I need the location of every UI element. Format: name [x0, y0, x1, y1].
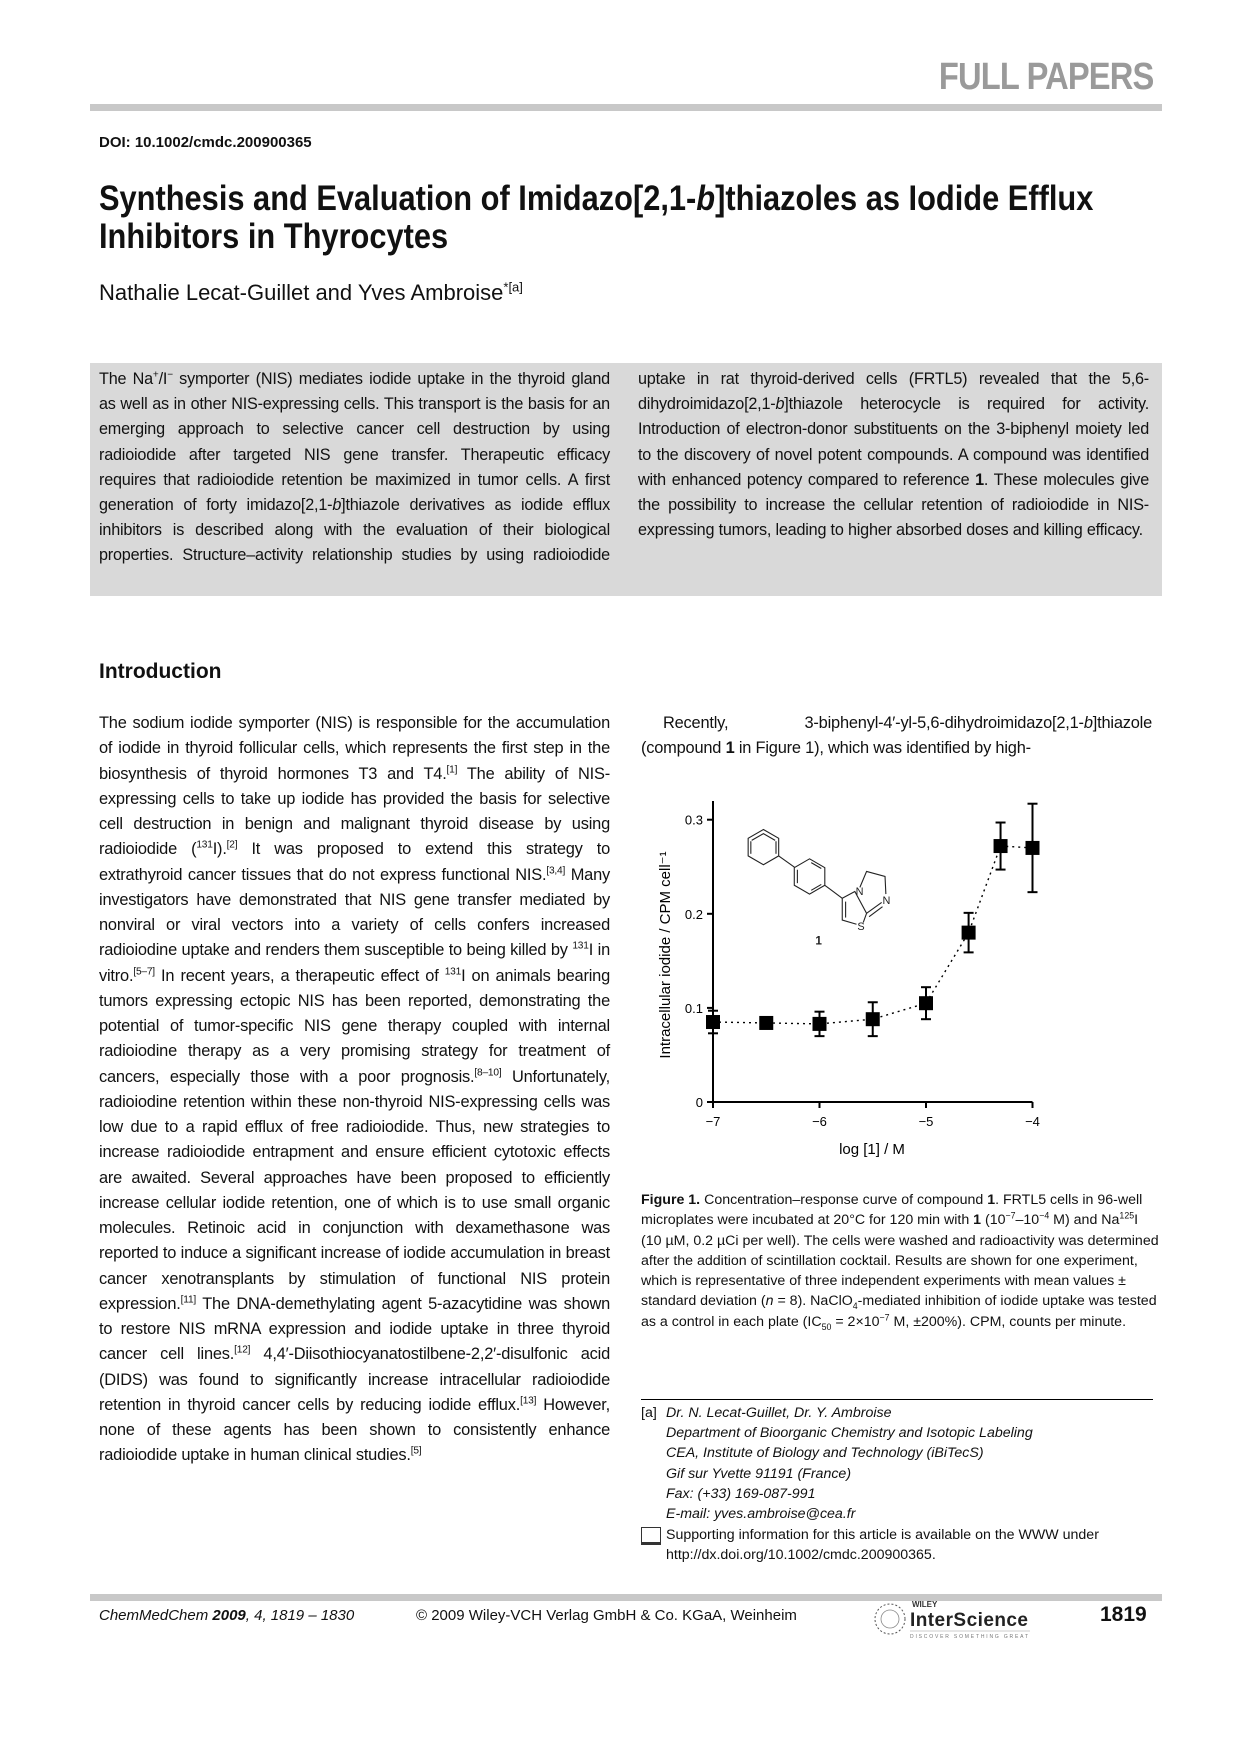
subscript: 50	[821, 1321, 832, 1332]
text-run: 4,4′-Diisothiocyanatostilbene-2,2′-disulfonic acid (DIDS) was found to significantly increase intracellular radioiodide retention in thyroid cancer cells by reducing iodide efflux.	[99, 1345, 610, 1414]
section-label: FULL PAPERS	[938, 56, 1153, 98]
footnote-line: CEA, Institute of Biology and Technology (iBiTecS)	[666, 1445, 984, 1462]
footnote-tag: [a]	[641, 1405, 657, 1421]
footnote-rule	[641, 1399, 1153, 1400]
text-run: ]thiazole derivatives as iodide efflux inhibitors is described along with the evaluation of their biological properties. Structure–activity relationship studies by using radioiodide uptake in rat thyroid-derived cells (FRTL5) revealed that the 5,6-dihydroimidazo[2,1-	[99, 370, 1149, 565]
text-run: M, ±200%). CPM, counts per minute.	[889, 1313, 1127, 1330]
text-run: M) and Na	[1049, 1212, 1120, 1229]
logo-wiley: WILEY	[912, 1600, 938, 1609]
text-run: Unfortunately, radioiodine retention within these non-thyroid NIS-expressing cells was low due to a rapid efflux of free radioiodide. Thus, new strategies to increase radioiodide entrapment and ensure efficient cytotoxic effects are awaited. Several approaches have been proposed to efficiently increase cellular iodide retention, one of which is to use small organic molecules. Retinoic acid in conjunction with dexamethasone was reported to induce a significant increase of iodide accumulation in breast cancer xenotransplants by stimulation of functional NIS protein expression.	[99, 1067, 610, 1313]
journal-year: 2009	[212, 1607, 246, 1624]
abstract-box	[90, 363, 1162, 596]
affiliation-footnote	[641, 1403, 1161, 1524]
x-tick-label: −6	[812, 1114, 827, 1129]
text-run: symporter (NIS) mediates iodide uptake in the thyroid gland as well as in other NIS-expressing cells. This transport is the basis for an emerging approach to selective cancer cell destruction by using radioiodide after targeted NIS gene transfer. Therapeutic efficacy requires that radioiodide retention be maximized in tumor cells. A first generation of forty imidazo[2,1-	[99, 370, 610, 515]
superscript: 131	[444, 966, 462, 978]
text-run: = 2×10	[831, 1313, 880, 1330]
text-run: . These molecules give the possibility to increase the cellular retention of radioiodide in NIS-expressing tumors, leading to higher absorbed doses and killing efficacy.	[638, 470, 1150, 540]
text-run: ]thiazoles as Iodide Efflux Inhibitors in Thyrocytes	[99, 179, 1094, 256]
data-point	[813, 1017, 827, 1031]
data-point	[759, 1016, 773, 1030]
interscience-logo	[872, 1597, 1042, 1641]
bold-run: 1	[975, 470, 984, 489]
superscript: [5–7]	[133, 966, 155, 978]
y-tick-label: 0.1	[684, 1000, 703, 1016]
data-point	[994, 839, 1008, 853]
x-axis-label: log [1] / M	[839, 1141, 905, 1158]
logo-tagline: DISCOVER SOMETHING GREAT	[910, 1634, 1028, 1640]
text-run: It was proposed to extend this strategy to extrathyroid cancer tissues that do not express functional NIS.	[99, 840, 611, 884]
text-run: in Figure 1), which was identified by high-	[734, 739, 1031, 758]
footnote-line	[641, 1403, 1161, 1423]
text-run: The DNA-demethylating agent 5-azacytidine was shown to restore NIS mRNA expression and iodide uptake in three thyroid cancer cell lines.	[99, 1294, 610, 1364]
text-run: I).	[212, 840, 227, 859]
doi: DOI: 10.1002/cmdc.200900365	[99, 134, 312, 151]
authors	[99, 280, 523, 306]
body-paragraph	[641, 711, 1152, 762]
data-point	[919, 996, 933, 1010]
figure-caption	[641, 1190, 1161, 1332]
compound-structure	[748, 829, 890, 947]
copyright: © 2009 Wiley-VCH Verlag GmbH & Co. KGaA, Weinheim	[416, 1607, 797, 1624]
superscript: [2]	[226, 839, 238, 851]
page-number: 1819	[1100, 1603, 1147, 1626]
text-run: Concentration–response curve of compound	[700, 1192, 988, 1208]
italic-run: b	[1083, 714, 1093, 732]
superscript: 131	[196, 839, 213, 851]
journal-name: ChemMedChem	[99, 1607, 209, 1624]
italic-run: n	[765, 1293, 774, 1310]
superscript: −4	[1039, 1210, 1050, 1221]
footnote-email[interactable]: E-mail: yves.ambroise@cea.fr	[666, 1506, 856, 1523]
italic-run: b	[696, 179, 716, 218]
concentration-response-chart	[620, 780, 1240, 1180]
superscript: [1]	[446, 764, 458, 776]
footnote-text: Dr. N. Lecat-Guillet, Dr. Y. Ambroise	[666, 1405, 892, 1421]
y-axis-label: Intracellular iodide / CPM cell⁻¹	[657, 851, 674, 1059]
atom-label: N	[882, 895, 891, 908]
phenyl-ring	[748, 829, 779, 864]
abstract-text	[99, 367, 1149, 569]
y-tick-label: 0.3	[684, 812, 703, 828]
superscript: −7	[1005, 1210, 1016, 1221]
superscript: +	[152, 369, 159, 381]
data-point	[962, 926, 976, 940]
atom-label: S	[857, 921, 865, 934]
superscript: [5]	[410, 1445, 422, 1457]
superscript: −	[167, 369, 173, 381]
x-tick-label: −7	[705, 1114, 721, 1129]
superscript: [8–10]	[474, 1067, 502, 1079]
superscript: [13]	[520, 1395, 537, 1407]
footnote-line: Fax: (+33) 169-087-991	[666, 1485, 816, 1502]
text-run: The ability of NIS-expressing cells to take up iodide has provided the basis for selective cell destruction in benign and malignant thyroid disease by using radioiodide (	[99, 764, 610, 859]
italic-run: b	[775, 395, 785, 414]
superscript: −7	[879, 1312, 890, 1323]
chart-marks	[706, 804, 1040, 1036]
chart-axes	[685, 801, 1040, 1129]
bold-run: Figure 1.	[641, 1192, 701, 1208]
superscript: 125	[1119, 1210, 1135, 1221]
bold-run: 1	[725, 739, 735, 758]
y-tick-label: 0.2	[684, 906, 703, 922]
text-run: . FRTL5 cells in 96-well microplates were incubated at 20°C for 120 min with	[641, 1192, 1143, 1229]
text-run: I (10 µM, 0.2 µCi per well). The cells were washed and radioactivity was determined after the addition of scintillation cocktail. Results are shown for one experiment, which is representative of three independent experiments with mean values ± standard deviation (	[641, 1212, 1159, 1310]
text-run: I on animals bearing tumors expressing ectopic NIS has been reported, demonstrating the potential of tumor-specific NIS gene therapy coupled with internal radioiodine therapy as a very promising strategy for treatment of cancers, especially those with a poor prognosis.	[99, 966, 610, 1086]
footnote-line: Gif sur Yvette 91191 (France)	[666, 1465, 852, 1482]
subscript: 4	[852, 1301, 858, 1312]
phenylene-ring	[794, 859, 825, 894]
superscript: [11]	[180, 1294, 197, 1306]
section-heading: Introduction	[99, 660, 222, 683]
supporting-info	[641, 1525, 1161, 1565]
text-run: /I	[158, 370, 168, 388]
text-run: However, none of these agents has been shown to consistently enhance radioiodide uptake in human clinical studies.	[99, 1395, 610, 1465]
author-mark: *[a]	[503, 279, 523, 295]
author-names: Nathalie Lecat-Guillet and Yves Ambroise	[99, 280, 504, 305]
bold-run: 1	[973, 1212, 982, 1229]
text-run: ]thiazole heterocycle is required for activity. Introduction of electron-donor substituents on the 3-biphenyl moiety led to the discovery of novel potent compounds. A compound was identified with enhanced potency compared to reference	[638, 395, 1149, 489]
text-run: –10	[1015, 1212, 1040, 1229]
text-run: (10	[981, 1212, 1006, 1229]
text-run: The sodium iodide symporter (NIS) is responsible for the accumulation of iodide in thyroid follicular cells, which represents the first step in the biosynthesis of thyroid hormones T3 and T4.	[99, 714, 610, 783]
italic-run: b	[332, 496, 342, 515]
text-run: ]thiazole (compound	[641, 714, 1152, 758]
footnote-line: Department of Bioorganic Chemistry and Isotopic Labeling	[666, 1425, 1033, 1442]
superscript: [3,4]	[546, 865, 566, 877]
imidazoline-ring	[860, 871, 886, 894]
body-paragraph	[99, 711, 610, 1469]
x-tick-label: −4	[1025, 1114, 1040, 1129]
y-tick-label: 0	[695, 1095, 703, 1110]
supporting-info-text[interactable]: Supporting information for this article is available on the WWW under http://dx.doi.org/10.1002/cmdc.200900365.	[666, 1527, 1099, 1564]
data-point	[866, 1012, 880, 1026]
data-point	[1026, 841, 1040, 855]
logo-text: InterScience	[910, 1610, 1028, 1631]
journal-volume-pages: , 4, 1819 – 1830	[245, 1607, 355, 1624]
text-run: Synthesis and Evaluation of Imidazo[2,1-	[99, 179, 697, 218]
journal-citation	[99, 1607, 354, 1624]
header-rule	[90, 104, 1162, 111]
logo-globe-icon	[875, 1604, 905, 1634]
text-run: -mediated inhibition of iodide uptake was tested as a control in each plate (IC	[641, 1293, 1157, 1330]
bold-run: 1	[987, 1192, 996, 1208]
computer-icon	[641, 1527, 661, 1545]
text-run: In recent years, a therapeutic effect of	[154, 966, 445, 985]
text-run: The Na	[99, 370, 153, 388]
text-run: = 8). NaClO	[773, 1293, 853, 1310]
text-run: Recently, 3-biphenyl-4′-yl-5,6-dihydroimidazo[2,1-	[663, 714, 1084, 732]
x-tick-label: −5	[918, 1114, 934, 1129]
superscript: 131	[572, 940, 589, 952]
data-point	[706, 1015, 720, 1029]
article-title	[99, 180, 1137, 256]
atom-label: N	[855, 885, 864, 898]
superscript: [12]	[234, 1344, 251, 1356]
compound-number: 1	[815, 934, 822, 948]
text-run: Many investigators have demonstrated that NIS gene transfer mediated by nonviral or viral vectors into a variety of cells confers increased radioiodine uptake and renders them susceptible to being killed by	[99, 865, 610, 960]
text-run: I in vitro.	[99, 941, 610, 985]
